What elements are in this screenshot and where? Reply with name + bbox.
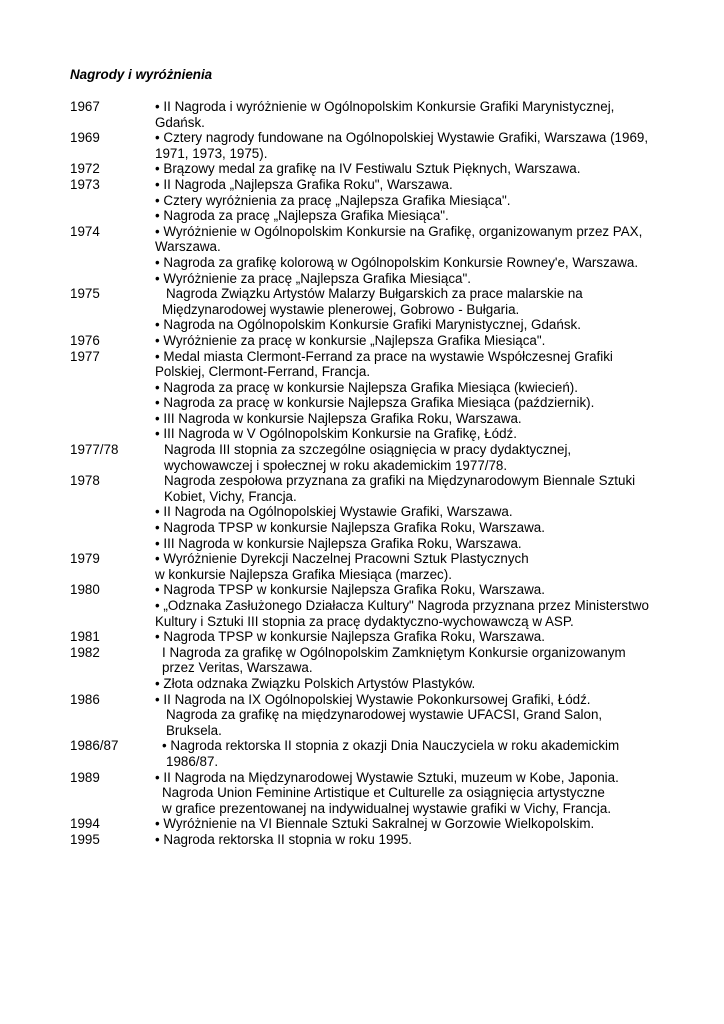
award-text: • Nagroda za pracę w konkursie Najlepsza Grafika Miesiąca (kwiecień).: [155, 379, 578, 395]
award-year: 1972: [70, 161, 100, 177]
award-line: [0, 224, 724, 240]
award-text: • Złota odznaka Związku Polskich Artystów Plastyków.: [155, 675, 476, 691]
award-text: Gdańsk.: [155, 114, 205, 130]
award-text: • Wyróżnienie Dyrekcji Naczelnej Pracowni Sztuk Plastycznych: [155, 551, 529, 567]
award-text: • II Nagroda na IX Ogólnopolskiej Wystawie Pokonkursowej Grafiki, Łódź.: [155, 691, 591, 707]
award-line: [0, 302, 724, 318]
award-line: [0, 801, 724, 817]
award-line: [0, 239, 724, 255]
award-text: • Nagroda za grafikę kolorową w Ogólnopolskim Konkursie Rowney'e, Warszawa.: [155, 254, 639, 270]
award-line: [0, 598, 724, 614]
award-text: Nagroda za grafikę na międzynarodowej wystawie UFACSI, Grand Salon,: [166, 707, 603, 723]
award-text: • Nagroda TPSP w konkursie Najlepsza Grafika Roku, Warszawa.: [155, 629, 545, 645]
award-line: [0, 660, 724, 676]
award-line: [0, 536, 724, 552]
award-text: wychowawczej i społecznej w roku akademickim 1977/78.: [164, 457, 508, 473]
award-line: [0, 395, 724, 411]
award-text: Bruksela.: [166, 722, 222, 738]
award-line: [0, 816, 724, 832]
award-line: [0, 629, 724, 645]
award-year: 1974: [70, 223, 100, 239]
award-text: Nagroda Union Feminine Artistique et Culturelle za osiągnięcia artystyczne: [162, 785, 605, 801]
award-text: I Nagroda za grafikę w Ogólnopolskim Zamkniętym Konkursie organizowanym: [162, 644, 626, 660]
award-year: 1967: [70, 99, 100, 114]
award-text: • Brązowy medal za grafikę na IV Festiwalu Sztuk Pięknych, Warszawa.: [155, 161, 581, 177]
award-text: 1971, 1973, 1975).: [155, 145, 268, 161]
award-year: 1986: [70, 691, 100, 707]
award-text: Kultury i Sztuki III stopnia za pracę dydaktyczno-wychowawczą w ASP.: [155, 613, 574, 629]
award-year: 1989: [70, 769, 100, 785]
award-line: [0, 364, 724, 380]
award-text: • Nagroda za pracę „Najlepsza Grafika Miesiąca".: [155, 208, 449, 224]
award-line: [0, 286, 724, 302]
award-line: [0, 723, 724, 739]
award-line: [0, 489, 724, 505]
award-line: [0, 676, 724, 692]
award-line: [0, 317, 724, 333]
award-text: Polskiej, Clermont-Ferrand, Francja.: [155, 364, 371, 380]
award-line: [0, 770, 724, 786]
award-text: Nagroda zespołowa przyznana za grafiki na Międzynarodowym Biennale Sztuki: [164, 473, 636, 489]
award-text: • Nagroda za pracę w konkursie Najlepsza Grafika Miesiąca (październik).: [155, 395, 595, 411]
award-text: Nagroda Związku Artystów Malarzy Bułgarskich za prace malarskie na: [166, 286, 583, 302]
award-text: w grafice prezentowanej na indywidualnej wystawie grafiki w Vichy, Francja.: [162, 800, 612, 816]
award-text: • Medal miasta Clermont-Ferrand za prace na wystawie Współczesnej Grafiki: [155, 348, 613, 364]
award-line: [0, 146, 724, 162]
award-text: • Nagroda TPSP w konkursie Najlepsza Grafika Roku, Warszawa.: [155, 582, 545, 598]
award-line: [0, 99, 724, 115]
award-text: • „Odznaka Zasłużonego Działacza Kultury" Nagroda przyznana przez Ministerstwo: [155, 598, 649, 613]
award-line: [0, 193, 724, 209]
award-year: 1975: [70, 286, 100, 302]
award-year: 1977: [70, 348, 100, 364]
award-line: [0, 473, 724, 489]
award-text: • Cztery nagrody fundowane na Ogólnopolskiej Wystawie Grafiki, Warszawa (1969,: [155, 130, 649, 146]
award-line: [0, 442, 724, 458]
award-text: • Cztery wyróżnienia za pracę „Najlepsza Grafika Miesiąca".: [155, 192, 511, 208]
award-line: [0, 115, 724, 131]
award-text: • III Nagroda w konkursie Najlepsza Grafika Roku, Warszawa.: [155, 410, 522, 426]
award-line: [0, 582, 724, 598]
award-line: [0, 614, 724, 630]
award-text: Warszawa.: [155, 239, 221, 255]
award-line: [0, 161, 724, 177]
award-year: 1973: [70, 176, 100, 192]
award-text: • Wyróżnienie za pracę „Najlepsza Grafika Miesiąca".: [155, 270, 471, 286]
award-line: [0, 177, 724, 193]
award-line: [0, 271, 724, 287]
award-year: 1969: [70, 130, 100, 146]
award-line: [0, 738, 724, 754]
award-text: w konkursie Najlepsza Grafika Miesiąca (marzec).: [155, 566, 452, 582]
award-year: 1978: [70, 473, 100, 489]
award-line: [0, 520, 724, 536]
award-text: • Nagroda rektorska II stopnia z okazji Dnia Nauczyciela w roku akademickim: [162, 738, 620, 754]
award-line: [0, 349, 724, 365]
award-line: [0, 707, 724, 723]
award-year: 1995: [70, 831, 100, 847]
award-text: przez Veritas, Warszawa.: [162, 660, 313, 676]
awards-list: [0, 99, 724, 848]
award-year: 1979: [70, 551, 100, 567]
award-line: [0, 255, 724, 271]
award-line: [0, 567, 724, 583]
award-text: • II Nagroda na Ogólnopolskiej Wystawie Grafiki, Warszawa.: [155, 504, 513, 520]
award-year: 1981: [70, 629, 100, 645]
award-line: [0, 785, 724, 801]
award-year: 1982: [70, 644, 100, 660]
award-text: • II Nagroda i wyróżnienie w Ogólnopolskim Konkursie Grafiki Marynistycznej,: [155, 99, 615, 114]
award-line: [0, 551, 724, 567]
award-year: 1986/87: [70, 738, 119, 754]
page-title: Nagrody i wyróżnienia: [70, 67, 213, 82]
award-text: • Wyróżnienie na VI Biennale Sztuki Sakralnej w Gorzowie Wielkopolskim.: [155, 816, 595, 832]
award-year: 1994: [70, 816, 100, 832]
award-line: [0, 458, 724, 474]
award-line: [0, 754, 724, 770]
award-line: [0, 692, 724, 708]
award-year: 1976: [70, 332, 100, 348]
award-text: Kobiet, Vichy, Francja.: [164, 488, 297, 504]
award-line: [0, 208, 724, 224]
award-line: [0, 832, 724, 848]
award-text: Międzynarodowej wystawie plenerowej, Gobrowo - Bułgaria.: [162, 301, 520, 317]
award-line: [0, 333, 724, 349]
award-line: [0, 130, 724, 146]
award-line: [0, 411, 724, 427]
award-line: [0, 426, 724, 442]
award-text: • Nagroda rektorska II stopnia w roku 1995.: [155, 831, 413, 847]
award-line: [0, 380, 724, 396]
award-text: • Nagroda na Ogólnopolskim Konkursie Grafiki Marynistycznej, Gdańsk.: [155, 317, 581, 333]
award-text: • Wyróżnienie za pracę w konkursie „Najlepsza Grafika Miesiąca".: [155, 332, 546, 348]
award-year: 1977/78: [70, 442, 119, 458]
award-year: 1980: [70, 582, 100, 598]
award-line: [0, 645, 724, 661]
award-text: • III Nagroda w V Ogólnopolskim Konkursie na Grafikę, Łódź.: [155, 426, 517, 442]
award-text: • III Nagroda w konkursie Najlepsza Grafika Roku, Warszawa.: [155, 535, 522, 551]
award-text: • II Nagroda na Międzynarodowej Wystawie Sztuki, muzeum w Kobe, Japonia.: [155, 769, 619, 785]
award-line: [0, 504, 724, 520]
award-text: • Nagroda TPSP w konkursie Najlepsza Grafika Roku, Warszawa.: [155, 520, 545, 536]
award-text: 1986/87.: [166, 753, 219, 769]
award-text: • Wyróżnienie w Ogólnopolskim Konkursie na Grafikę, organizowanym przez PAX,: [155, 223, 643, 239]
award-text: • II Nagroda „Najlepsza Grafika Roku", Warszawa.: [155, 176, 453, 192]
award-text: Nagroda III stopnia za szczególne osiągnięcia w pracy dydaktycznej,: [164, 442, 572, 458]
